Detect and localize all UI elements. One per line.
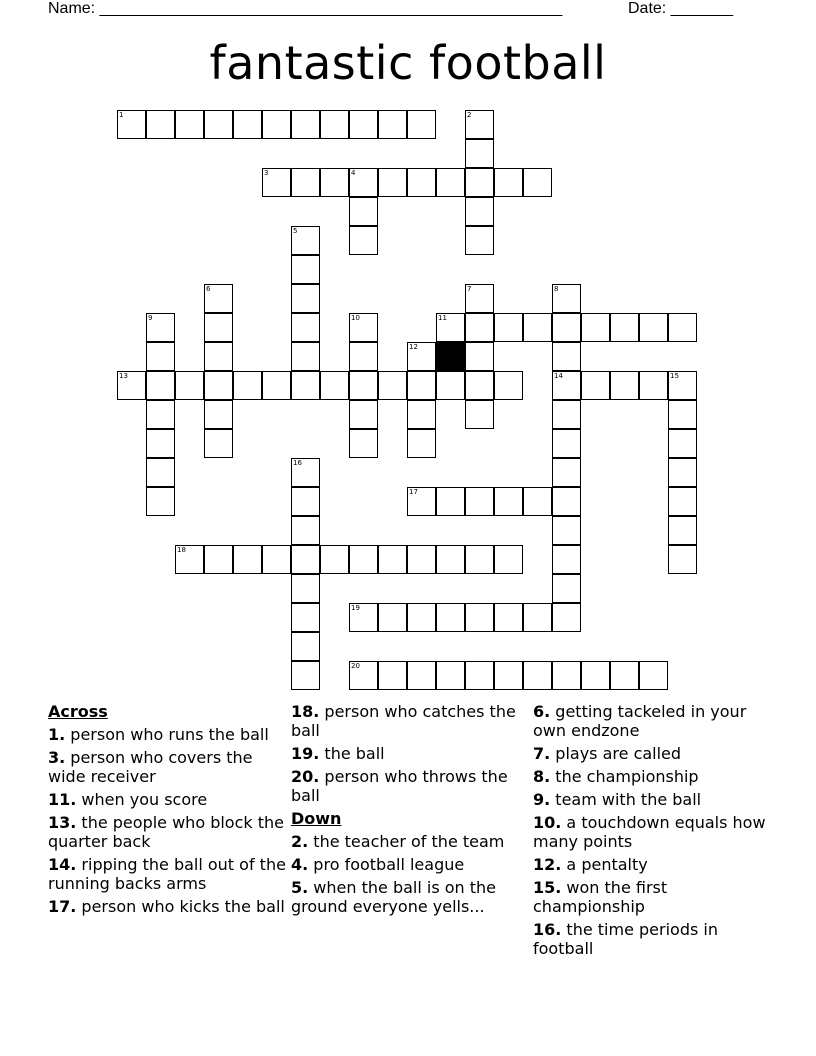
- clue-number: 19: [351, 604, 360, 612]
- grid-cell[interactable]: [407, 661, 436, 690]
- grid-cell[interactable]: [349, 429, 378, 458]
- grid-cell[interactable]: [291, 603, 320, 632]
- clue-number: 10: [351, 314, 360, 322]
- grid-cell[interactable]: [581, 661, 610, 690]
- grid-cell[interactable]: [668, 516, 697, 545]
- clue-number: 5: [293, 227, 298, 235]
- grid-cell[interactable]: [552, 516, 581, 545]
- grid-cell[interactable]: [291, 661, 320, 690]
- clue-number: 17: [409, 488, 418, 496]
- clue-item: [48, 748, 288, 786]
- clue-number: 11: [438, 314, 447, 322]
- grid-cell[interactable]: [175, 110, 204, 139]
- clue-item: [533, 702, 773, 740]
- grid-cell[interactable]: [552, 574, 581, 603]
- grid-cell[interactable]: [465, 603, 494, 632]
- grid-cell[interactable]: [349, 168, 378, 197]
- grid-cell[interactable]: [436, 371, 465, 400]
- clue-column-1: [48, 702, 288, 920]
- grid-cell[interactable]: [204, 313, 233, 342]
- clue-number-label: 4.: [291, 855, 309, 874]
- clue-text: getting tackeled in your own endzone: [533, 702, 747, 740]
- clue-item: [48, 897, 288, 916]
- grid-cell[interactable]: [349, 110, 378, 139]
- grid-cell[interactable]: [146, 458, 175, 487]
- grid-cell[interactable]: [291, 371, 320, 400]
- grid-cell[interactable]: [581, 313, 610, 342]
- grid-cell[interactable]: [407, 545, 436, 574]
- grid-cell[interactable]: [407, 603, 436, 632]
- grid-cell[interactable]: [610, 661, 639, 690]
- grid-cell[interactable]: [523, 313, 552, 342]
- grid-cell[interactable]: [465, 313, 494, 342]
- grid-cell[interactable]: [552, 661, 581, 690]
- clue-number: 9: [148, 314, 153, 322]
- grid-cell[interactable]: [494, 545, 523, 574]
- grid-cell[interactable]: [523, 168, 552, 197]
- grid-cell[interactable]: [146, 371, 175, 400]
- grid-cell[interactable]: [320, 110, 349, 139]
- grid-cell[interactable]: [204, 284, 233, 313]
- clue-number: 16: [293, 459, 302, 467]
- grid-cell[interactable]: [320, 168, 349, 197]
- grid-cell[interactable]: [349, 342, 378, 371]
- grid-cell[interactable]: [494, 168, 523, 197]
- clue-item: [48, 813, 288, 851]
- grid-cell[interactable]: [610, 371, 639, 400]
- grid-cell[interactable]: [204, 371, 233, 400]
- clue-text: the time periods in football: [533, 920, 718, 958]
- clue-item: [291, 744, 531, 763]
- clue-text: person who covers the wide receiver: [48, 748, 253, 786]
- grid-cell[interactable]: [291, 168, 320, 197]
- clue-number-label: 12.: [533, 855, 562, 874]
- grid-cell[interactable]: [436, 168, 465, 197]
- grid-cell[interactable]: [465, 371, 494, 400]
- grid-cell[interactable]: [407, 487, 436, 516]
- grid-cell[interactable]: [320, 371, 349, 400]
- grid-cell[interactable]: [552, 603, 581, 632]
- clue-text: pro football league: [308, 855, 465, 874]
- grid-cell[interactable]: [291, 313, 320, 342]
- across-clue-list: [48, 725, 288, 916]
- grid-cell[interactable]: [233, 110, 262, 139]
- grid-cell[interactable]: [204, 110, 233, 139]
- clue-item: [48, 790, 288, 809]
- grid-cell[interactable]: [349, 603, 378, 632]
- clue-item: [533, 878, 773, 916]
- grid-cell[interactable]: [291, 574, 320, 603]
- grid-cell[interactable]: [146, 342, 175, 371]
- grid-cell[interactable]: [494, 603, 523, 632]
- grid-cell[interactable]: [465, 284, 494, 313]
- grid-cell[interactable]: [552, 284, 581, 313]
- grid-cell[interactable]: [204, 545, 233, 574]
- clue-item: [291, 702, 531, 740]
- clue-text: when you score: [76, 790, 208, 809]
- puzzle-title: fantastic football: [209, 36, 607, 90]
- clue-number: 7: [467, 285, 472, 293]
- clue-item: [291, 878, 531, 916]
- grid-cell[interactable]: [378, 545, 407, 574]
- clue-number: 2: [467, 111, 472, 119]
- grid-cell[interactable]: [465, 661, 494, 690]
- date-field-label: Date: _______: [628, 0, 733, 17]
- clue-number: 15: [670, 372, 679, 380]
- clue-text: a pentalty: [561, 855, 648, 874]
- clue-item: [48, 725, 288, 744]
- grid-cell[interactable]: [494, 313, 523, 342]
- clue-text: person who throws the ball: [291, 767, 508, 805]
- grid-cell[interactable]: [349, 661, 378, 690]
- grid-cell[interactable]: [552, 458, 581, 487]
- grid-cell[interactable]: [262, 545, 291, 574]
- grid-cell[interactable]: [349, 197, 378, 226]
- grid-cell[interactable]: [204, 429, 233, 458]
- clue-item: [533, 767, 773, 786]
- clue-text: won the first championship: [533, 878, 668, 916]
- grid-cell[interactable]: [291, 487, 320, 516]
- clue-item: [291, 767, 531, 805]
- clue-number-label: 11.: [48, 790, 77, 809]
- grid-cell[interactable]: [465, 197, 494, 226]
- clue-number-label: 18.: [291, 702, 320, 721]
- clue-text: person who catches the ball: [291, 702, 516, 740]
- grid-cell[interactable]: [378, 110, 407, 139]
- clue-text: the championship: [550, 767, 699, 786]
- clue-text: the teacher of the team: [308, 832, 505, 851]
- grid-cell[interactable]: [378, 661, 407, 690]
- grid-cell[interactable]: [320, 545, 349, 574]
- down-clue-list-continued: [533, 702, 773, 958]
- grid-cell[interactable]: [552, 371, 581, 400]
- grid-cell[interactable]: [378, 371, 407, 400]
- grid-cell[interactable]: [349, 400, 378, 429]
- clue-number: 20: [351, 662, 360, 670]
- grid-cell[interactable]: [204, 342, 233, 371]
- grid-cell[interactable]: [494, 487, 523, 516]
- grid-cell[interactable]: [291, 545, 320, 574]
- down-clue-list: [291, 832, 531, 916]
- grid-cell[interactable]: [262, 110, 291, 139]
- clue-item: [291, 832, 531, 851]
- grid-cell[interactable]: [639, 371, 668, 400]
- grid-cell[interactable]: [349, 371, 378, 400]
- grid-cell[interactable]: [175, 371, 204, 400]
- grid-cell[interactable]: [436, 661, 465, 690]
- clue-column-2: [291, 702, 531, 920]
- clue-number: 1: [119, 111, 124, 119]
- grid-cell[interactable]: [291, 226, 320, 255]
- clue-number-label: 20.: [291, 767, 320, 786]
- clue-number-label: 17.: [48, 897, 77, 916]
- grid-cell[interactable]: [378, 603, 407, 632]
- grid-cell[interactable]: [581, 371, 610, 400]
- grid-cell[interactable]: [146, 429, 175, 458]
- clue-text: team with the ball: [550, 790, 702, 809]
- grid-cell[interactable]: [639, 313, 668, 342]
- grid-cell[interactable]: [117, 371, 146, 400]
- grid-cell[interactable]: [523, 661, 552, 690]
- grid-cell[interactable]: [523, 603, 552, 632]
- clue-number-label: 8.: [533, 767, 551, 786]
- clue-column-3: [533, 702, 773, 962]
- grid-cell[interactable]: [146, 400, 175, 429]
- grid-cell[interactable]: [465, 342, 494, 371]
- grid-cell[interactable]: [233, 371, 262, 400]
- clue-number: 18: [177, 546, 186, 554]
- clue-text: person who kicks the ball: [76, 897, 285, 916]
- grid-cell[interactable]: [552, 400, 581, 429]
- grid-cell[interactable]: [407, 110, 436, 139]
- clue-item: [533, 813, 773, 851]
- grid-cell[interactable]: [436, 487, 465, 516]
- grid-cell[interactable]: [639, 661, 668, 690]
- grid-cell[interactable]: [465, 400, 494, 429]
- across-heading: Across: [48, 702, 108, 721]
- clue-number-label: 2.: [291, 832, 309, 851]
- grid-cell[interactable]: [291, 516, 320, 545]
- grid-cell[interactable]: [552, 487, 581, 516]
- clue-text: person who runs the ball: [65, 725, 269, 744]
- grid-cell[interactable]: [146, 313, 175, 342]
- grid-cell[interactable]: [465, 545, 494, 574]
- clue-number: 13: [119, 372, 128, 380]
- clue-number-label: 19.: [291, 744, 320, 763]
- grid-cell[interactable]: [407, 400, 436, 429]
- grid-cell[interactable]: [349, 313, 378, 342]
- grid-cell[interactable]: [146, 110, 175, 139]
- grid-cell[interactable]: [407, 168, 436, 197]
- clue-number: 6: [206, 285, 211, 293]
- clue-number-label: 13.: [48, 813, 77, 832]
- grid-cell[interactable]: [552, 545, 581, 574]
- down-heading: Down: [291, 809, 342, 828]
- grid-cell[interactable]: [465, 226, 494, 255]
- clue-item: [291, 855, 531, 874]
- grid-cell[interactable]: [378, 168, 407, 197]
- grid-cell[interactable]: [668, 487, 697, 516]
- clue-number: 4: [351, 169, 356, 177]
- grid-cell[interactable]: [436, 603, 465, 632]
- grid-cell[interactable]: [610, 313, 639, 342]
- clue-text: ripping the ball out of the running backs arms: [48, 855, 286, 893]
- grid-cell[interactable]: [407, 371, 436, 400]
- grid-cell[interactable]: [175, 545, 204, 574]
- grid-cell[interactable]: [291, 632, 320, 661]
- clue-text: when the ball is on the ground everyone yells...: [291, 878, 497, 916]
- clue-item: [48, 855, 288, 893]
- grid-cell[interactable]: [523, 487, 552, 516]
- clue-text: plays are called: [550, 744, 682, 763]
- grid-cell[interactable]: [668, 545, 697, 574]
- grid-cell[interactable]: [465, 110, 494, 139]
- grid-cell[interactable]: [552, 429, 581, 458]
- grid-cell[interactable]: [291, 110, 320, 139]
- grid-cell[interactable]: [436, 313, 465, 342]
- grid-cell[interactable]: [465, 168, 494, 197]
- grid-cell[interactable]: [117, 110, 146, 139]
- grid-cell[interactable]: [204, 400, 233, 429]
- clue-number-label: 10.: [533, 813, 562, 832]
- clue-number: 12: [409, 343, 418, 351]
- grid-cell[interactable]: [668, 429, 697, 458]
- grid-cell[interactable]: [233, 545, 262, 574]
- clue-number-label: 7.: [533, 744, 551, 763]
- clue-number: 8: [554, 285, 559, 293]
- clue-number-label: 3.: [48, 748, 66, 767]
- grid-cell[interactable]: [262, 371, 291, 400]
- grid-cell[interactable]: [291, 255, 320, 284]
- clue-number-label: 5.: [291, 878, 309, 897]
- grid-cell[interactable]: [668, 313, 697, 342]
- clue-text: the ball: [319, 744, 385, 763]
- grid-cell[interactable]: [494, 371, 523, 400]
- clue-item: [533, 920, 773, 958]
- clue-item: [533, 855, 773, 874]
- grid-cell[interactable]: [146, 487, 175, 516]
- across-clue-list-continued: [291, 702, 531, 805]
- clue-text: the people who block the quarter back: [48, 813, 284, 851]
- grid-cell[interactable]: [291, 284, 320, 313]
- grid-cell[interactable]: [668, 371, 697, 400]
- grid-cell[interactable]: [494, 661, 523, 690]
- grid-cell[interactable]: [668, 458, 697, 487]
- grid-cell[interactable]: [349, 226, 378, 255]
- grid-cell[interactable]: [262, 168, 291, 197]
- clue-item: [533, 744, 773, 763]
- grid-cell[interactable]: [552, 313, 581, 342]
- grid-cell[interactable]: [407, 429, 436, 458]
- grid-cell[interactable]: [291, 458, 320, 487]
- clue-number-label: 14.: [48, 855, 77, 874]
- clue-number-label: 9.: [533, 790, 551, 809]
- grid-cell[interactable]: [668, 400, 697, 429]
- clue-number-label: 15.: [533, 878, 562, 897]
- grid-cell[interactable]: [407, 342, 436, 371]
- grid-cell[interactable]: [552, 342, 581, 371]
- black-cell: [436, 342, 465, 371]
- name-field-label: Name: ____________________________________________________: [48, 0, 563, 17]
- clue-number-label: 6.: [533, 702, 551, 721]
- clue-text: a touchdown equals how many points: [533, 813, 766, 851]
- clue-number-label: 16.: [533, 920, 562, 939]
- grid-cell[interactable]: [465, 487, 494, 516]
- clue-number-label: 1.: [48, 725, 66, 744]
- grid-cell[interactable]: [349, 545, 378, 574]
- grid-cell[interactable]: [436, 545, 465, 574]
- clue-item: [533, 790, 773, 809]
- grid-cell[interactable]: [291, 342, 320, 371]
- grid-cell[interactable]: [465, 139, 494, 168]
- clue-number: 14: [554, 372, 563, 380]
- clue-number: 3: [264, 169, 269, 177]
